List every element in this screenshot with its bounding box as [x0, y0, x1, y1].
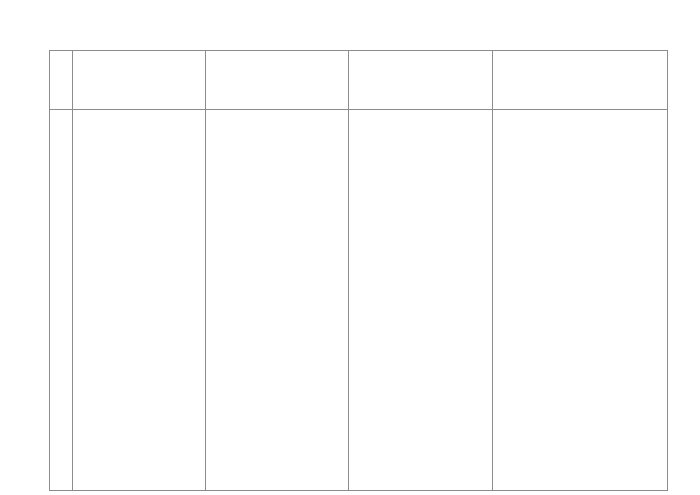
- council-text: [348, 110, 493, 491]
- council-cell: [348, 51, 493, 110]
- parliament-text: [206, 110, 348, 491]
- table-row: [50, 51, 668, 110]
- agreement-cell: [493, 51, 668, 110]
- row-number-cell: [50, 51, 73, 110]
- commission-text: [72, 110, 206, 491]
- row-number: [50, 110, 73, 491]
- agreement-text: [493, 110, 668, 491]
- comparison-table: [49, 50, 668, 491]
- parliament-cell: [206, 51, 348, 110]
- table-row: [50, 110, 668, 491]
- commission-cell: [72, 51, 206, 110]
